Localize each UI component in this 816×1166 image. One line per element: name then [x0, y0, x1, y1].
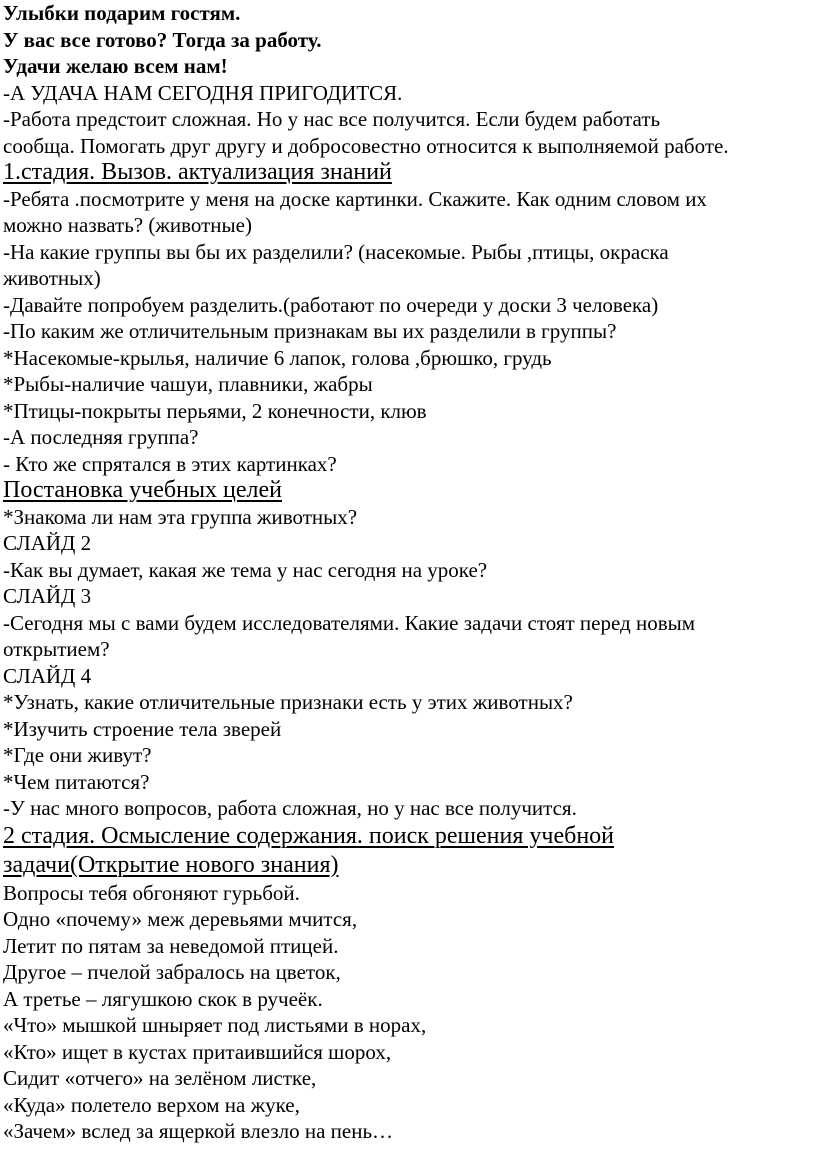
text-line: открытием? [3, 637, 110, 661]
text-line: *Где они живут? [3, 743, 152, 767]
text-line: -По каким же отличительным признакам вы их разделили в группы? [3, 319, 617, 343]
text-line: -Давайте попробуем разделить.(работают по очереди у доски 3 человека) [3, 292, 659, 317]
poem-line: А третье – лягушкою скок в ручеёк. [3, 986, 323, 1011]
poem-line: «Зачем» вслед за ящеркой влезло на пень… [3, 1119, 394, 1143]
text-line: -У нас много вопросов, работа сложная, но у нас все получится. [3, 796, 577, 820]
text-line: -Сегодня мы с вами будем исследователями. Какие задачи стоят перед новым [3, 610, 696, 635]
text-line: *Птицы-покрыты перьями, 2 конечности, клюв [3, 398, 427, 423]
poem-line: Летит по пятам за неведомой птицей. [3, 933, 339, 958]
text-line: *Знакома ли нам эта группа животных? [3, 504, 358, 529]
poem-line: «Что» мышкой шныряет под листьями в норах, [3, 1013, 427, 1037]
text-line: - Кто же спрятался в этих картинках? [3, 451, 337, 476]
text-line: -Ребята .посмотрите у меня на доске картинки. Скажите. Как одним словом их [3, 186, 707, 211]
text-line: -Как вы думает, какая же тема у нас сегодня на уроке? [3, 557, 488, 582]
text-line: *Узнать, какие отличительные признаки есть у этих животных? [3, 690, 573, 714]
text-line: *Насекомые-крылья, наличие 6 лапок, голова ,брюшко, грудь [3, 345, 552, 370]
section-heading: 1.стадия. Вызов. актуализация знаний [3, 159, 392, 185]
section-heading: Постановка учебных целей [3, 477, 283, 503]
text-line: можно назвать? (животные) [3, 213, 252, 237]
section-heading: задачи(Открытие нового знания) [3, 851, 339, 878]
poem-line: Вопросы тебя обгоняют гурьбой. [3, 880, 300, 905]
text-line: У вас все готово? Тогда за работу. [3, 27, 322, 52]
text-line: сообща. Помогать друг другу и добросовестно относится к выполняемой работе. [3, 133, 729, 158]
text-line: СЛАЙД 3 [3, 584, 92, 608]
poem-line: Сидит «отчего» на зелёном листке, [3, 1066, 317, 1090]
text-line: -На какие группы вы бы их разделили? (насекомые. Рыбы ,птицы, окраска [3, 239, 669, 264]
poem-line: Другое – пчелой забралось на цветок, [3, 960, 341, 984]
text-line: *Рыбы-наличие чашуи, плавники, жабры [3, 372, 373, 396]
text-line: СЛАЙД 2 [3, 531, 92, 555]
text-line: *Изучить строение тела зверей [3, 716, 282, 741]
text-line: Удачи желаю всем нам! [3, 54, 228, 78]
poem-line: «Куда» полетело верхом на жуке, [3, 1092, 300, 1117]
section-heading: 2 стадия. Осмысление содержания. поиск решения учебной [3, 822, 615, 849]
text-line: животных) [3, 266, 101, 290]
text-line: Улыбки подарим гостям. [3, 1, 241, 25]
poem-line: Одно «почему» меж деревьями мчится, [3, 907, 358, 931]
text-line: СЛАЙД 4 [3, 663, 92, 688]
poem-line: «Кто» ищет в кустах притаившийся шорох, [3, 1039, 392, 1064]
text-line: -А последняя группа? [3, 425, 199, 449]
document-page [3, 0, 813, 1145]
text-line: *Чем питаются? [3, 769, 150, 794]
text-line: -А УДАЧА НАМ СЕГОДНЯ ПРИГОДИТСЯ. [3, 80, 403, 105]
text-line: -Работа предстоит сложная. Но у нас все получится. Если будем работать [3, 107, 661, 131]
